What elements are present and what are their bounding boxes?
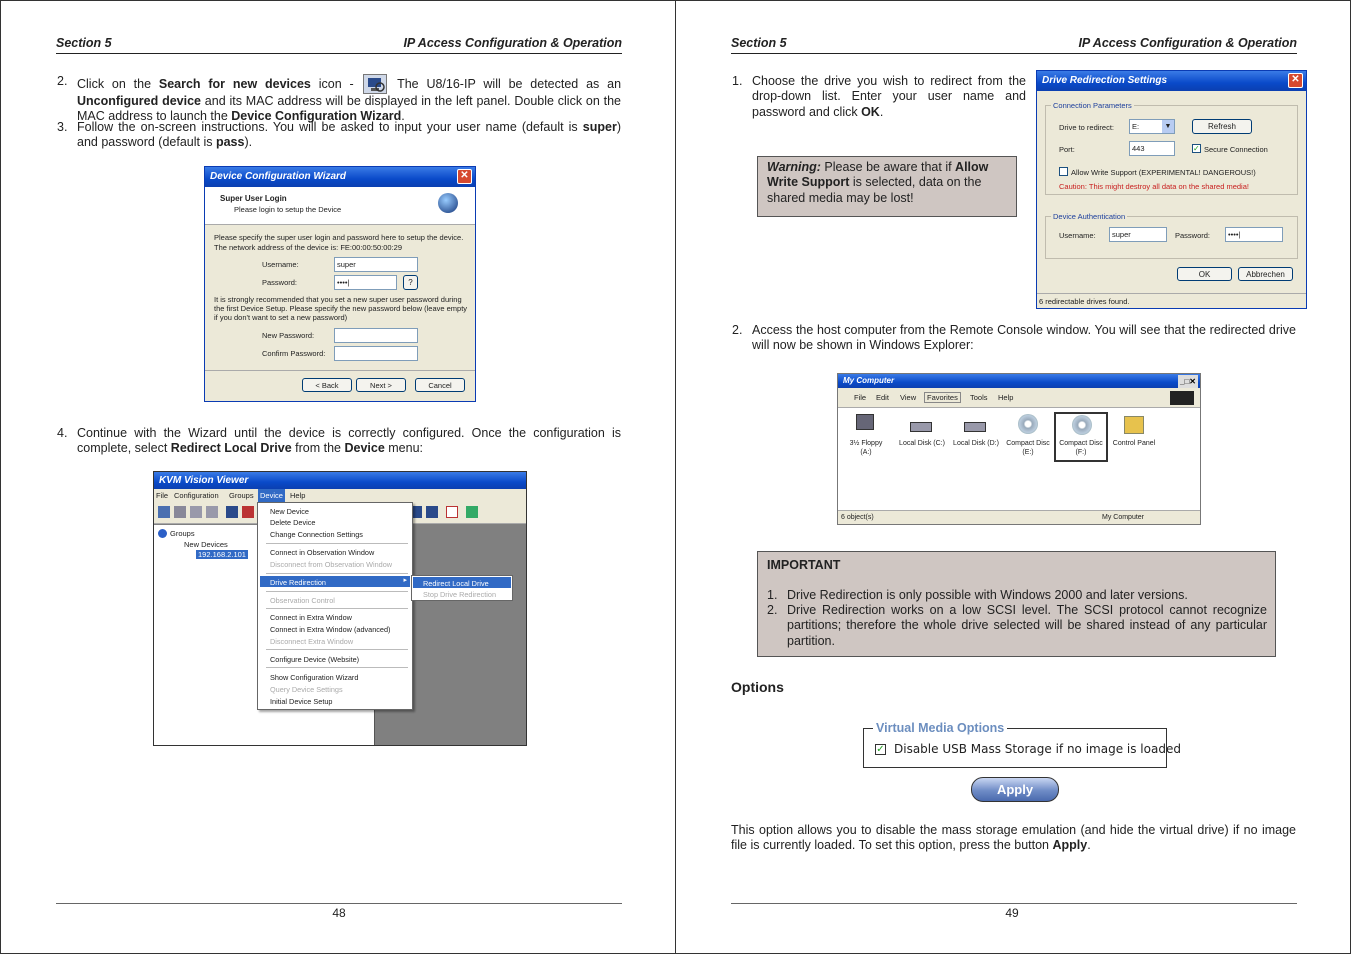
- wizard-heading: Super User Login: [220, 194, 287, 203]
- submenu-redirect-local-drive[interactable]: Redirect Local Drive: [413, 577, 511, 588]
- drive-redirection-dialog: [1036, 70, 1307, 309]
- abbrechen-button[interactable]: Abbrechen: [1238, 267, 1293, 281]
- port-label: Port:: [1059, 145, 1075, 154]
- help-button[interactable]: ?: [403, 275, 418, 290]
- important-box: [757, 551, 1276, 657]
- auth-group-label: Device Authentication: [1053, 212, 1126, 221]
- status-bar: [838, 510, 1200, 524]
- cd-icon: [1018, 414, 1038, 434]
- device-menu: [257, 502, 413, 710]
- footer-rule: [731, 903, 1297, 904]
- menu-file[interactable]: File: [854, 393, 867, 402]
- menu-item-drive-redirection[interactable]: Drive Redirection ▸: [260, 576, 410, 587]
- step-1: [732, 74, 1026, 120]
- menu-item-connect-extra-advanced[interactable]: Connect in Extra Window (advanced): [270, 625, 391, 634]
- menu-item-connect-extra[interactable]: Connect in Extra Window: [270, 613, 352, 622]
- drive-redirection-submenu: [411, 575, 513, 601]
- chevron-down-icon: ▼: [1162, 120, 1174, 133]
- secure-checkbox[interactable]: ✓: [1193, 144, 1200, 153]
- menu-configuration[interactable]: Configuration: [174, 491, 219, 500]
- important-item-1: 1. Drive Redirection is only possible with Windows 2000 and later versions.: [767, 588, 1188, 602]
- toolbar-icon[interactable]: [158, 506, 170, 518]
- menu-item-configure-website[interactable]: Configure Device (Website): [270, 655, 360, 664]
- drive-label: Drive to redirect:: [1059, 123, 1115, 132]
- confirm-password-label: Confirm Password:: [262, 349, 326, 358]
- tree-device-ip[interactable]: 192.168.2.101: [198, 550, 246, 559]
- wizard-desc: Please specify the super user login and password here to setup the device.: [214, 233, 464, 242]
- username-label: Username:: [262, 260, 299, 269]
- step-number: 2.: [57, 74, 68, 88]
- menu-groups[interactable]: Groups: [229, 491, 254, 500]
- menu-view[interactable]: View: [900, 393, 917, 402]
- toolbar-icon[interactable]: [226, 506, 238, 518]
- toolbar-icon[interactable]: [242, 506, 254, 518]
- footer-rule: [56, 903, 622, 904]
- windows-logo-icon: [1170, 391, 1194, 405]
- kvm-viewer-window: [153, 471, 527, 746]
- menu-item-observation-control[interactable]: Observation Control: [270, 596, 335, 605]
- wizard-subheading: Please login to setup the Device: [234, 205, 342, 214]
- menubar: [838, 388, 1200, 408]
- section-label: Section 5: [56, 36, 112, 50]
- device-config-wizard-window: [204, 166, 476, 402]
- refresh-button[interactable]: Refresh: [1192, 119, 1252, 134]
- connection-group-label: Connection Parameters: [1053, 101, 1132, 110]
- step-2: [57, 74, 621, 125]
- step-number: 1.: [732, 74, 743, 88]
- toolbar-icon[interactable]: [206, 506, 218, 518]
- toolbar-icon[interactable]: [466, 506, 478, 518]
- virtual-media-legend: Virtual Media Options: [873, 721, 1007, 735]
- status-objects: 6 object(s): [841, 514, 874, 521]
- apply-button[interactable]: Apply: [971, 777, 1059, 802]
- search-devices-icon: [363, 74, 387, 94]
- groups-icon: [158, 529, 167, 538]
- allow-write-label: Allow Write Support (EXPERIMENTAL! DANGEROUS!): [1071, 168, 1256, 177]
- menu-item-show-wizard[interactable]: Show Configuration Wizard: [270, 673, 359, 682]
- toolbar-icon[interactable]: [190, 506, 202, 518]
- close-icon[interactable]: ✕: [457, 169, 472, 184]
- menu-file[interactable]: File: [156, 491, 169, 500]
- menu-favorites[interactable]: Favorites: [924, 392, 961, 403]
- page-49: [675, 0, 1351, 954]
- step-2: [732, 323, 1296, 354]
- caution-text: Caution: This might destroy all data on the shared media!: [1059, 182, 1249, 191]
- submenu-arrow-icon: ▸: [403, 577, 407, 584]
- menu-item-change-connection[interactable]: Change Connection Settings: [270, 530, 363, 539]
- menubar: [154, 489, 526, 502]
- warning-box: Warning: Please be aware that if Allow Write Support is selected, data on the shared media may be lost!: [757, 156, 1017, 217]
- window-title: Drive Redirection Settings ✕: [1037, 71, 1306, 91]
- drive-item-f-selected[interactable]: Compact Disc (F:): [1054, 412, 1108, 462]
- menu-item-initial-setup[interactable]: Initial Device Setup: [270, 697, 333, 706]
- menu-help[interactable]: Help: [290, 491, 306, 500]
- page-number: 48: [332, 906, 346, 920]
- control-panel-icon: [1124, 416, 1144, 434]
- password-label: Password:: [262, 278, 298, 287]
- step-text: Choose the drive you wish to redirect from the drop-down list. Enter your user name and password and click OK.: [752, 74, 1026, 119]
- ok-button[interactable]: OK: [1177, 267, 1232, 281]
- wizard-note: if you don't want to set a new password): [214, 313, 348, 322]
- password-input[interactable]: ••••|: [1225, 227, 1283, 242]
- status-text: 6 redirectable drives found.: [1039, 297, 1130, 306]
- disk-icon: [910, 422, 932, 432]
- wizard-header: [205, 187, 475, 225]
- username-label: Username:: [1059, 231, 1096, 240]
- menu-item-new-device[interactable]: New Device: [270, 507, 309, 516]
- menu-device[interactable]: Device: [260, 491, 283, 500]
- step-4: [57, 426, 621, 457]
- port-input[interactable]: 443: [1129, 141, 1175, 156]
- menu-item-query-settings[interactable]: Query Device Settings: [270, 685, 343, 694]
- toolbar-icon[interactable]: [426, 506, 438, 518]
- disable-usb-checkbox[interactable]: ✓: [876, 744, 885, 755]
- step-3: [57, 120, 621, 151]
- submenu-stop-redirection[interactable]: Stop Drive Redirection: [423, 590, 497, 599]
- step-text: Follow the on-screen instructions. You will be asked to input your user name (default is super) and password (default is pass).: [77, 120, 621, 150]
- toolbar-icon[interactable]: [446, 506, 458, 518]
- final-paragraph: This option allows you to disable the mass storage emulation (and hide the virtual drive) if no image file is currently loaded. To set this option, press the button Apply.: [731, 823, 1296, 853]
- window-title: Device Configuration Wizard ✕: [205, 167, 475, 187]
- cd-icon: [1072, 415, 1092, 435]
- drive-select[interactable]: E: ▼: [1129, 119, 1175, 134]
- allow-write-checkbox[interactable]: [1059, 167, 1068, 176]
- new-password-input[interactable]: [334, 328, 418, 343]
- new-password-label: New Password:: [262, 331, 315, 340]
- disable-usb-label: Disable USB Mass Storage if no image is loaded: [894, 742, 1181, 756]
- window-title: My Computer _□✕: [838, 374, 1200, 388]
- window-title: KVM Vision Viewer: [154, 472, 526, 489]
- step-number: 4.: [57, 426, 68, 440]
- page-header: [56, 36, 622, 54]
- confirm-password-input[interactable]: [334, 346, 418, 361]
- menu-item-delete-device[interactable]: Delete Device: [270, 518, 316, 527]
- menu-tools[interactable]: Tools: [970, 393, 988, 402]
- wizard-mac: The network address of the device is: FE:00:00:50:00:29: [214, 243, 403, 252]
- step-text: Access the host computer from the Remote Console window. You will see that the redirected drive will now be shown in Windows Explorer:: [752, 323, 1296, 353]
- next-button[interactable]: Next >: [356, 378, 406, 392]
- step-number: 2.: [732, 323, 743, 337]
- step-text: Click on the Search for new devices icon - The U8/16-IP will be detected as an Unconfigured device and its MAC address will be displayed in the left panel. Double click on the MAC address to launch the Device Configuration Wizard.: [77, 74, 621, 125]
- back-button[interactable]: < Back: [302, 378, 352, 392]
- tree-groups[interactable]: Groups: [170, 529, 195, 538]
- password-label: Password:: [1175, 231, 1211, 240]
- cancel-button[interactable]: Cancel: [415, 378, 465, 392]
- menu-edit[interactable]: Edit: [876, 393, 889, 402]
- menu-item-disconnect-observation[interactable]: Disconnect from Observation Window: [270, 560, 393, 569]
- section-label: Section 5: [731, 36, 787, 50]
- disk-icon: [964, 422, 986, 432]
- options-heading: Options: [731, 679, 784, 695]
- menu-item-connect-observation[interactable]: Connect in Observation Window: [270, 548, 375, 557]
- username-input[interactable]: super: [334, 257, 418, 272]
- username-input[interactable]: super: [1109, 227, 1167, 242]
- chapter-title: IP Access Configuration & Operation: [1078, 36, 1297, 50]
- menu-help[interactable]: Help: [998, 393, 1014, 402]
- window-controls[interactable]: _□✕: [1178, 375, 1198, 389]
- status-bar: [1037, 293, 1306, 308]
- chapter-title: IP Access Configuration & Operation: [403, 36, 622, 50]
- page-number: 49: [1005, 906, 1019, 920]
- wizard-note: It is strongly recommended that you set a new super user password during: [214, 295, 462, 304]
- password-input[interactable]: ••••|: [334, 275, 397, 290]
- page-header: [731, 36, 1297, 54]
- close-icon[interactable]: ✕: [1288, 73, 1303, 88]
- step-text: Continue with the Wizard until the device is correctly configured. Once the configuration is complete, select Redirect Local Drive from the Device menu:: [77, 426, 621, 456]
- important-item-2: 2. Drive Redirection works on a low SCSI level. The SCSI protocol cannot recognize partitions; therefore the whole drive selected will be shared instead of any particular partition.: [767, 603, 1267, 648]
- wizard-note: the first Device Setup. Please specify the new password below (leave empty: [214, 304, 468, 313]
- tree-new-devices[interactable]: New Devices: [184, 540, 228, 549]
- status-location: My Computer: [1102, 514, 1145, 521]
- step-number: 3.: [57, 120, 68, 134]
- globe-icon: [438, 193, 458, 213]
- menu-item-disconnect-extra[interactable]: Disconnect Extra Window: [270, 637, 354, 646]
- toolbar-icon[interactable]: [174, 506, 186, 518]
- my-computer-window: My Computer _□✕ File Edit View Favorites Tools Help 3½ Floppy (A:) Local Disk (C:) Local Disk (D:) Compact Disc (E:) Compact Disc (F:) Control Panel 6 object(s) My Computer: [837, 373, 1201, 525]
- floppy-icon: [856, 414, 874, 430]
- secure-label: Secure Connection: [1204, 145, 1268, 154]
- important-title: IMPORTANT: [767, 558, 841, 572]
